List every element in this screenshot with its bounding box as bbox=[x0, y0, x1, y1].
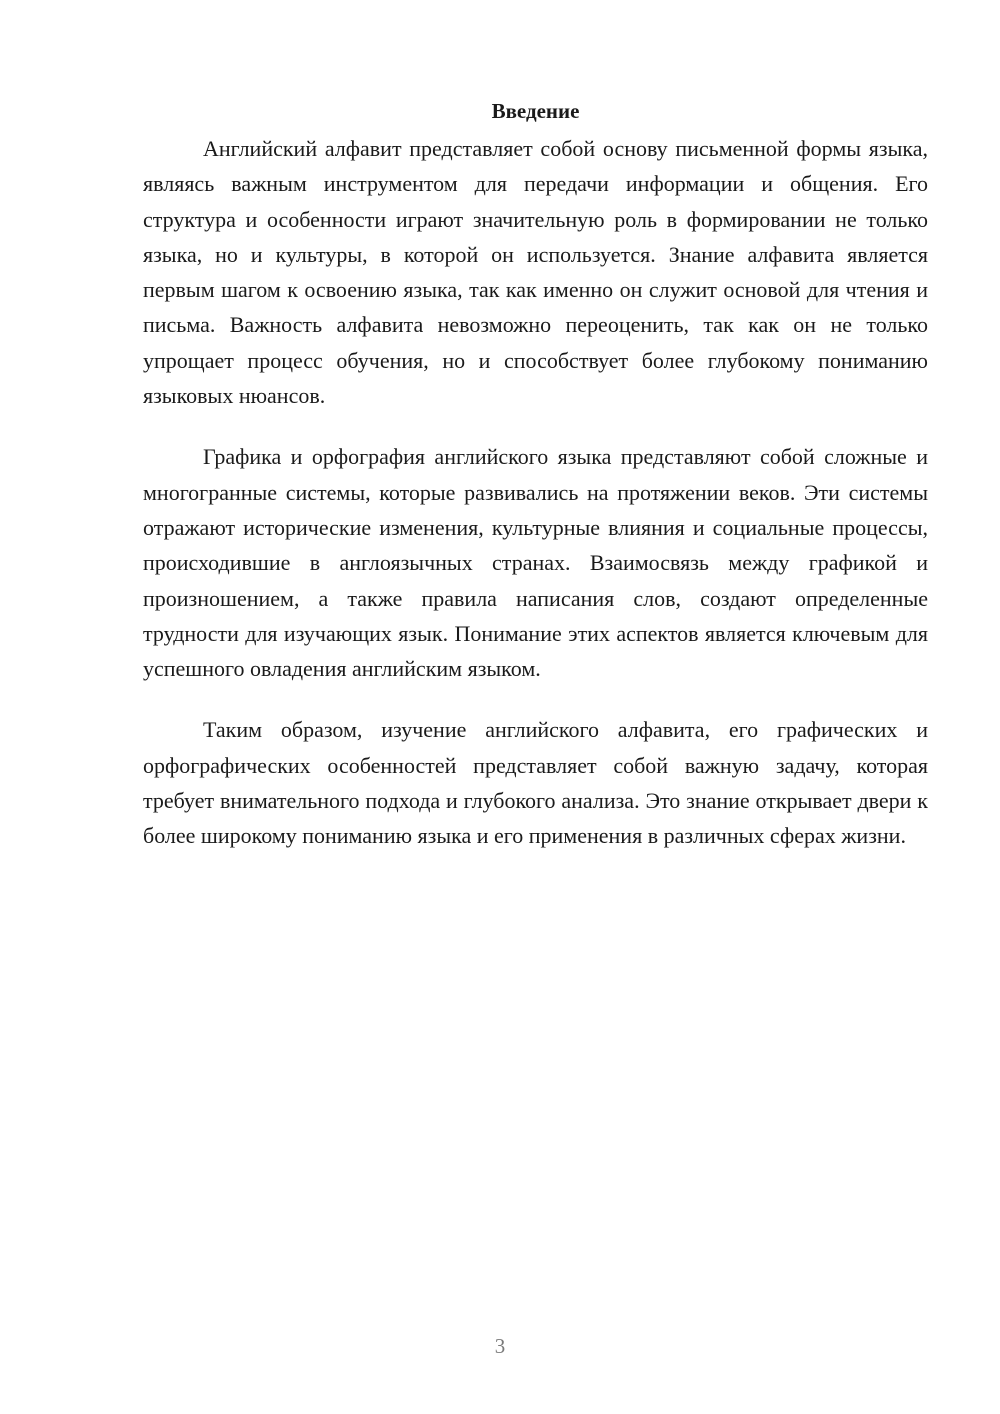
paragraph-conclusion: Таким образом, изучение английского алфавита, его графических и орфографических особенностей представляет собой важную задачу, которая требует внимательного подхода и глубокого анализа. Это знание открывает двери к более широкому пониманию языка и его применения в различных сферах жизни. bbox=[143, 717, 928, 849]
paragraph-graphics-orthography: Графика и орфография английского языка представляют собой сложные и многогранные системы, которые развивались на протяжении веков. Эти системы отражают исторические изменения, культурные влияния и социальные процессы, происходившие в англоязычных странах. Взаимосвязь между графикой и произношением, а также правила написания слов, создают определенные трудности для изучающих язык. Понимание этих аспектов является ключевым для успешного овладения английским языком. bbox=[143, 444, 928, 682]
paragraph-intro: Английский алфавит представляет собой основу письменной формы языка, являясь важным инструментом для передачи информации и общения. Его структура и особенности играют значительную роль в формировании не только языка, но и культуры, в которой он используется. Знание алфавита является первым шагом к освоению языка, так как именно он служит основой для чтения и письма. Важность алфавита невозможно переоценить, так как он не только упрощает процесс обучения, но и способствует более глубокому пониманию языковых нюансов. bbox=[143, 136, 928, 409]
page-content bbox=[143, 96, 928, 880]
section-heading: Введение bbox=[491, 99, 580, 123]
page-number: 3 bbox=[494, 1334, 506, 1358]
